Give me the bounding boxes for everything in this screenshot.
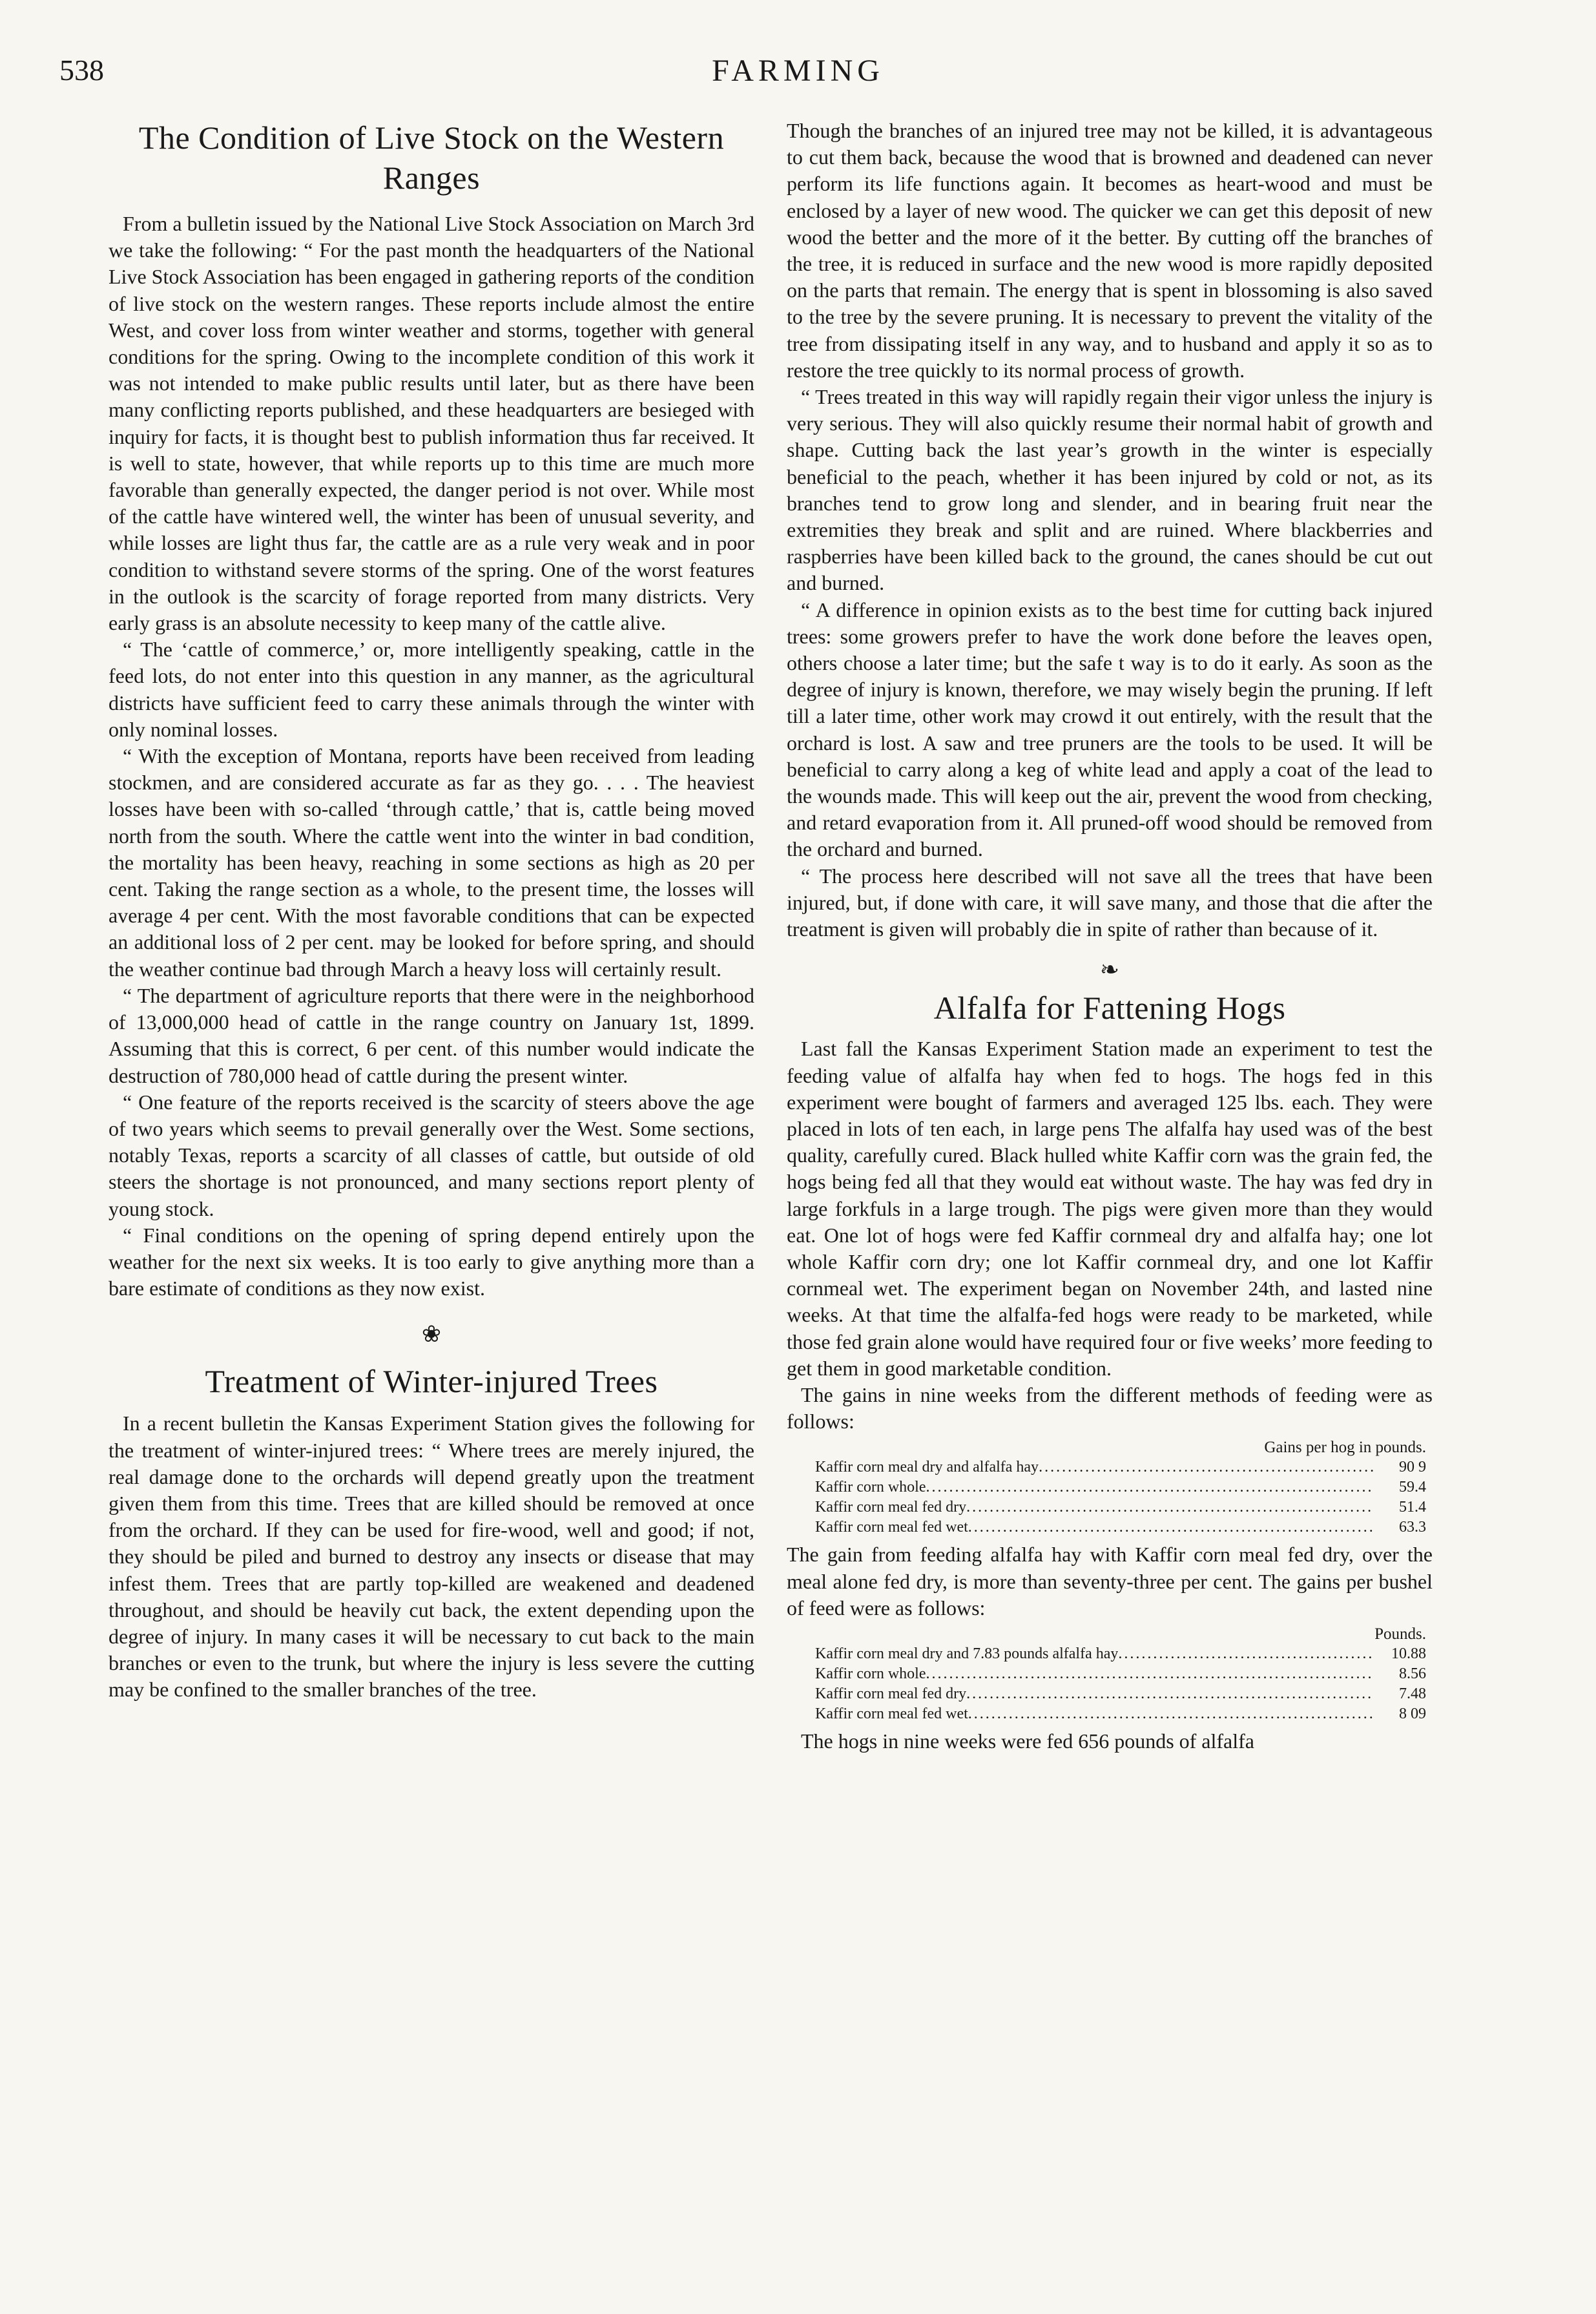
row-value: 90 9: [1399, 1459, 1426, 1476]
row-value: 59.4: [1399, 1479, 1426, 1496]
paragraph: “ Final conditions on the opening of spring depend entirely upon the weather for the next six weeks. It is too early to give anything more than a bare estimate of conditions as they now exist.: [109, 1223, 754, 1300]
paragraph: The gains in nine weeks from the different methods of feeding were as follows:: [787, 1382, 1433, 1433]
paragraph: “ With the exception of Montana, reports have been received from leading stockmen, and are considered accurate as far as they go. . . . The heaviest losses have been with so-called ‘through cattle,’ that is, cattle being moved north from the south. Where the cattle went into the winter in bad condition, the mortality has been heavy, reaching in some sections as high as 20 per cent. Taking the range section as a whole, to the present time, the losses will average 4 per cent. With the most favorable conditions that can be expected an additional loss of 2 per cent. may be looked for before spring, and should the weather continue bad through March a heavy loss will certainly result.: [109, 744, 754, 981]
paragraph: From a bulletin issued by the National Live Stock Association on March 3rd we take the following: “ For the past month the headquarters of the National Live Stock Association has been engaged in gathering reports of the condition of live stock on the western ranges. These reports include almost the entire West, and cover loss from winter weather and storms, together with general conditions for the spring. Owing to the incomplete condition of this work it was not intended to make public results until later, but as there have been many conflicting reports published, and these headquarters are besieged with inquiry for facts, it is thought best to publish information thus far received. It is well to state, however, that while reports up to this time are much more favorable than generally expected, the danger period is not over. While most of the cattle have wintered well, the winter has been of unusual severity, and while losses are light thus far, the cattle are as a rule very weak and in poor condition to withstand severe storms of the spring. One of the worst features in the outlook is the scarcity of forage reported from many districts. Very early grass is an absolute necessity to keep many of the cattle alive.: [109, 212, 754, 635]
gains-per-bushel-table: [787, 1624, 1433, 1724]
row-label: Kaffir corn whole: [815, 1665, 926, 1682]
table-row: [787, 1664, 1433, 1684]
paragraph: “ The ‘cattle of commerce,’ or, more intelligently speaking, cattle in the feed lots, do not enter into this question in any manner, as the agricultural districts have sufficient feed to carry these animals through the winter with only nominal losses.: [109, 638, 754, 741]
paragraph: The hogs in nine weeks were fed 656 pounds of alfalfa: [801, 1729, 1254, 1753]
left-column: [109, 118, 754, 1704]
page-number: 538: [59, 54, 104, 87]
row-value: 7.48: [1399, 1685, 1426, 1702]
table-row: [787, 1457, 1433, 1477]
paragraph: “ One feature of the reports received is the scarcity of steers above the age of two years which seems to prevail generally over the West. Some sections, notably Texas, reports a scarcity of all classes of cattle, but outside of old steers the shortage is not pronounced, and many sections report plenty of young stock.: [109, 1090, 754, 1220]
row-label: Kaffir corn meal fed dry: [815, 1499, 967, 1516]
section-ornament: ❧: [1099, 957, 1120, 983]
paragraph: “ The department of agriculture reports that there were in the neighborhood of 13,000,000 head of cattle in the range country on January 1st, 1899. Assuming that this is correct, 6 per cent. of this number would indicate the destruction of 780,000 head of cattle during the present winter.: [109, 983, 754, 1087]
gains-per-hog-table: [787, 1437, 1433, 1537]
row-value: 8 09: [1399, 1705, 1426, 1722]
running-head: FARMING: [712, 54, 884, 88]
paragraph: “ The process here described will not save all the trees that have been injured, but, if done with care, it will save many, and those that die after the treatment is given will probably die in spite of rather than because of it.: [787, 864, 1433, 941]
article-title-alfalfa-hogs: Alfalfa for Fattening Hogs: [933, 990, 1286, 1027]
table-row: [787, 1704, 1433, 1724]
row-label: Kaffir corn meal dry and 7.83 pounds alfalfa hay: [815, 1645, 1119, 1662]
table-row: [787, 1477, 1433, 1497]
paragraph: The gain from feeding alfalfa hay with Kaffir corn meal fed dry, over the meal alone fed dry, is more than seventy-three per cent. The gains per bushel of feed were as follows:: [787, 1543, 1433, 1620]
article-title-winter-injured-trees: Treatment of Winter-injured Trees: [205, 1363, 658, 1400]
row-label: Kaffir corn whole: [815, 1479, 926, 1496]
right-column: [787, 118, 1433, 1755]
article-title-live-stock: The Condition of Live Stock on the Western Ranges: [138, 120, 725, 196]
row-value: 63.3: [1399, 1519, 1426, 1536]
row-label: Kaffir corn meal dry and alfalfa hay: [815, 1459, 1039, 1476]
table-header: Gains per hog in pounds.: [1264, 1439, 1426, 1457]
section-ornament: ❀: [421, 1321, 442, 1348]
table-row: [787, 1517, 1433, 1537]
paragraph: “ A difference in opinion exists as to the best time for cutting back injured trees: some growers prefer to have the work done before the leaves open, others choose a later time; but the safe t way is to do it early. As soon as the degree of injury is known, therefore, we may wisely begin the pruning. If left till a later time, other work may crowd it out entirely, with the result that the orchard is lost. A saw and tree pruners are the tools to be used. It will be beneficial to carry along a keg of white lead and apply a coat of the lead to the wounds made. This will keep out the air, prevent the wood from checking, and retard evaporation from it. All pruned-off wood should be removed from the orchard and burned.: [787, 598, 1433, 861]
paragraph: Last fall the Kansas Experiment Station made an experiment to test the feeding value of alfalfa hay when fed to hogs. The hogs fed in this experiment were bought of farmers and averaged 125 lbs. each. They were placed in lots of ten each, in large pens The alfalfa hay used was of the best quality, carefully cured. Black hulled white Kaffir corn was the grain fed, the hogs being fed all that they would eat without waste. The hay was fed dry in large forkfuls in a large trough. The pigs were given more than they would eat. One lot of hogs were fed Kaffir cornmeal dry and alfalfa hay; one lot whole Kaffir corn dry; one lot Kaffir cornmeal dry, and one lot Kaffir cornmeal wet. The experiment began on November 24th, and lasted nine weeks. At that time the alfalfa-fed hogs were ready to be marketed, while those fed grain alone would have required four or five weeks’ more feeding to get them in good marketable condition.: [787, 1037, 1433, 1380]
paragraph: Though the branches of an injured tree may not be killed, it is advantageous to cut them back, because the wood that is browned and deadened can never perform its life functions again. It becomes as heart-wood and must be enclosed by a layer of new wood. The quicker we can get this deposit of new wood the better and the more of it the better. By cutting off the branches of the tree, it is reduced in surface and the new wood is more rapidly deposited on the parts that remain. The energy that is spent in blossoming is also saved to the tree by the severe pruning. It is necessary to prevent the vitality of the tree from dissipating itself in any way, and to husband and apply it so as to restore the tree quickly to its normal process of growth.: [787, 119, 1433, 382]
row-label: Kaffir corn meal fed wet: [815, 1519, 968, 1536]
table-row: [787, 1644, 1433, 1664]
row-label: Kaffir corn meal fed dry: [815, 1685, 967, 1702]
row-value: 8.56: [1399, 1665, 1426, 1682]
table-row: [787, 1684, 1433, 1704]
table-header: Pounds.: [1374, 1625, 1426, 1643]
table-row: [787, 1497, 1433, 1517]
row-value: 51.4: [1399, 1499, 1426, 1516]
row-value: 10.88: [1391, 1645, 1426, 1662]
paragraph: “ Trees treated in this way will rapidly regain their vigor unless the injury is very serious. They will also quickly resume their normal habit of growth and shape. Cutting back the last year’s growth in the winter is especially beneficial to the peach, whether it has been injured by cold or not, as its branches tend to grow long and slender, and in bearing fruit near the extremities they break and split and are ruined. Where blackberries and raspberries have been killed back to the ground, the canes should be cut out and burned.: [787, 385, 1433, 595]
paragraph: In a recent bulletin the Kansas Experiment Station gives the following for the treatment of winter-injured trees: “ Where trees are merely injured, the real damage done to the orchards will depend greatly upon the treatment given them from this time. Trees that are killed should be removed at once from the orchard. If they can be used for fire-wood, well and good; if not, they should be piled and burned to destroy any insects or disease that may infest them. Trees that are partly top-killed are weakened and deadened throughout, and should be heavily cut back, the extent depending upon the degree of injury. In many cases it will be necessary to cut back to the main branches or even to the trunk, but where the injury is less severe the cutting may be confined to the smaller branches of the tree.: [109, 1412, 754, 1702]
row-label: Kaffir corn meal fed wet: [815, 1705, 968, 1722]
